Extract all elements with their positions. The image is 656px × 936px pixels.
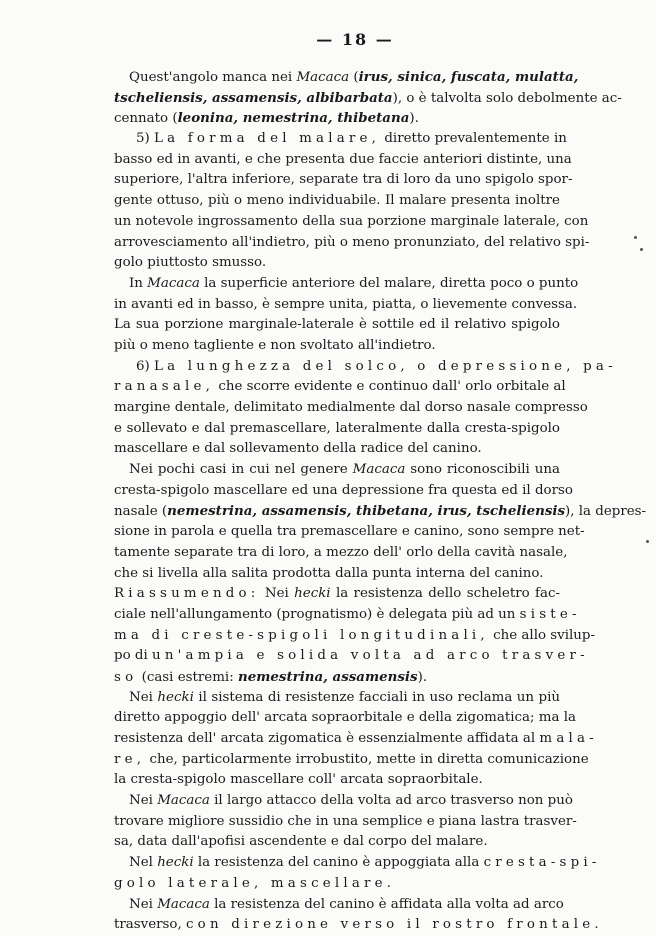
page-number: — 18 — (316, 30, 394, 49)
text-line: 5) La forma del malare, diretto prevalentemente in (136, 131, 567, 147)
text-line: e sollevato e dal premascellare, lateralmente dalla cresta-spigolo (114, 420, 560, 436)
text-line: basso ed in avanti, e che presenta due faccie anteriori distinte, una (114, 151, 572, 167)
text-line: ma di creste-spigoli longitudinali, che allo svilup- (114, 627, 596, 643)
text-line: tamente separate tra di loro, a mezzo dell' orlo della cavità nasale, (114, 544, 568, 560)
text-line: cennato (leonina, nemestrina, thibetana). (114, 110, 419, 127)
text-line: che si livella alla salita prodotta dalla punta interna del canino. (114, 565, 544, 581)
document-page (114, 30, 647, 936)
text-line: trasverso, con direzione verso il rostro frontale. (114, 917, 603, 933)
scan-speck (634, 236, 637, 239)
text-line: più o meno tagliente e non svoltato all'indietro. (114, 337, 436, 353)
text-line: in avanti ed in basso, è sempre unita, piatta, o lievemente convessa. (114, 296, 578, 312)
text-line: re, che, particolarmente irrobustito, mette in diretta comunicazione (114, 751, 589, 767)
text-line: ciale nell'allungamento (prognatismo) è delegata più ad un siste- (114, 606, 581, 622)
text-line: nasale (nemestrina, assamensis, thibetana, irus, tscheliensis), la depres- (114, 503, 647, 520)
text-line: ranasale, che scorre evidente e continuo dall' orlo orbitale al (114, 379, 566, 395)
text-line: Nei pochi casi in cui nel genere Macaca sono riconoscibili una (129, 462, 560, 478)
text-line: Riassumendo: Nei hecki la resistenza dello scheletro fac- (114, 586, 560, 602)
text-line: diretto appoggio dell' arcata sopraorbitale e della zigomatica; ma la (114, 710, 576, 726)
scan-speck (646, 540, 649, 543)
text-line: golo piuttosto smusso. (114, 255, 267, 271)
text-line: gente ottuso, più o meno individuabile. Il malare presenta inoltre (114, 193, 560, 209)
text-line: resistenza dell' arcata zigomatica è essenzialmente affidata al mala- (114, 731, 598, 746)
text-line: la cresta-spigolo mascellare coll' arcata sopraorbitale. (114, 772, 483, 788)
text-line: arrovesciamento all'indietro, più o meno pronunziato, del relativo spi- (114, 234, 590, 250)
text-line: mascellare e dal sollevamento della radice del canino. (114, 441, 482, 457)
text-line: golo laterale, mascellare. (114, 875, 396, 891)
text-line: Nel hecki la resistenza del canino è appoggiata alla cresta-spi- (129, 855, 601, 871)
text-line: sa, data dall'apofisi ascendente e dal corpo del malare. (114, 834, 488, 850)
text-line: Nei hecki il sistema di resistenze facciali in uso reclama un più (129, 689, 560, 705)
text-line: superiore, l'altra inferiore, separate tra di loro da uno spigolo spor- (114, 172, 573, 188)
text-line: sione in parola e quella tra premascellare e canino, sono sempre net- (114, 524, 585, 540)
scan-speck (640, 248, 643, 251)
text-line: 6) La lunghezza del solco, o depressione, pa- (136, 358, 617, 374)
text-line: Nei Macaca la resistenza del canino è affidata alla volta ad arco (129, 896, 564, 912)
text-line: Quest'angolo manca nei Macaca (irus, sinica, fuscata, mulatta, (129, 69, 579, 85)
text-line: La sua porzione marginale-laterale è sottile ed il relativo spigolo (114, 317, 560, 333)
text-line: tscheliensis, assamensis, albibarbata), o è talvolta solo debolmente ac- (114, 89, 622, 106)
text-line: po di un'ampia e solida volta ad arco trasver- (114, 648, 589, 664)
text-line: so (casi estremi: nemestrina, assamensis). (114, 668, 428, 685)
text-line: margine dentale, delimitato medialmente dal dorso nasale compresso (114, 400, 588, 415)
text-line: In Macaca la superficie anteriore del malare, diretta poco o punto (129, 275, 579, 291)
text-line: trovare migliore sussidio che in una semplice e piana lastra trasver- (114, 813, 577, 829)
text-line: un notevole ingrossamento della sua porzione marginale laterale, con (114, 213, 589, 229)
text-line: cresta-spigolo mascellare ed una depressione fra questa ed il dorso (114, 482, 573, 498)
text-line: Nei Macaca il largo attacco della volta ad arco trasverso non può (129, 793, 573, 809)
